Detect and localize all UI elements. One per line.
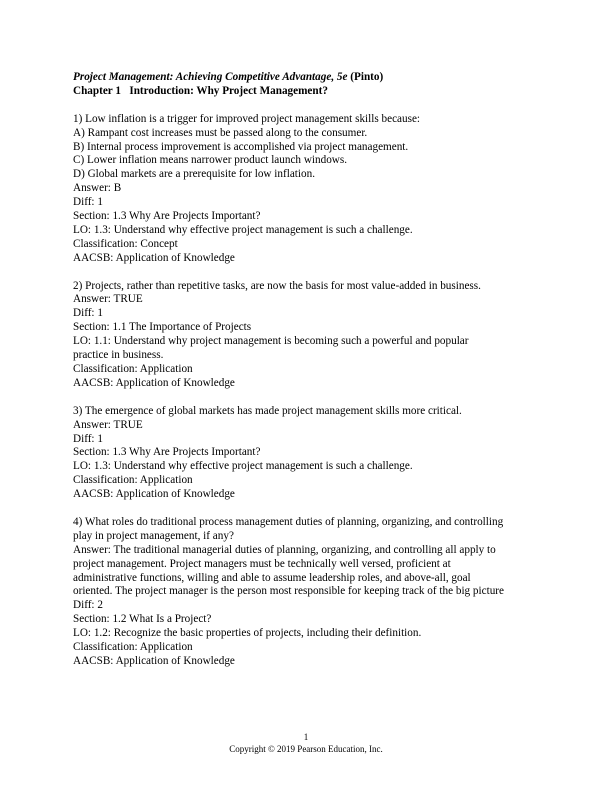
aacsb: AACSB: Application of Knowledge <box>73 655 235 667</box>
question-line: 2) Projects, rather than repetitive tasks, are now the basis for most value-added in business. <box>73 279 481 292</box>
question-3 <box>73 405 543 502</box>
page-content <box>73 71 543 669</box>
classification: Classification: Application <box>73 363 193 375</box>
classification: Classification: Application <box>73 474 193 487</box>
aacsb: AACSB: Application of Knowledge <box>73 251 235 264</box>
learning-objective: LO: 1.1: Understand why project management is becoming such a powerful and popular <box>73 335 469 348</box>
answer: Answer: TRUE <box>73 293 143 306</box>
difficulty: Diff: 1 <box>73 432 103 445</box>
page-number: 1 <box>303 732 309 742</box>
chapter-label: Chapter 1 <box>73 84 121 97</box>
learning-objective-cont: practice in business. <box>73 349 164 362</box>
question-line: 4) What roles do traditional process management duties of planning, organizing, and controlling <box>73 515 504 528</box>
answer: Answer: TRUE <box>73 418 143 431</box>
book-title-line <box>73 71 543 85</box>
question-4 <box>73 516 543 669</box>
learning-objective: LO: 1.2: Recognize the basic properties of projects, including their definition. <box>73 627 422 640</box>
section: Section: 1.3 Why Are Projects Important? <box>73 210 261 223</box>
question-1 <box>73 113 543 266</box>
learning-objective: LO: 1.3: Understand why effective project management is such a challenge. <box>73 223 413 236</box>
answer-cont-2: administrative functions, willing and able to assume leadership roles, and above-all, goal <box>73 571 471 584</box>
option-c: C) Lower inflation means narrower product launch windows. <box>73 154 348 167</box>
section: Section: 1.1 The Importance of Projects <box>73 321 252 334</box>
option-d: D) Global markets are a prerequisite for low inflation. <box>73 168 316 181</box>
chapter-title: Introduction: Why Project Management? <box>129 84 328 97</box>
question-line: 3) The emergence of global markets has made project management skills more critical. <box>73 404 462 417</box>
difficulty: Diff: 1 <box>73 196 103 209</box>
copyright-notice: Copyright © 2019 Pearson Education, Inc. <box>229 744 383 754</box>
section: Section: 1.3 Why Are Projects Important? <box>73 446 261 459</box>
learning-objective: LO: 1.3: Understand why effective project management is such a challenge. <box>73 460 413 473</box>
book-title: Project Management: Achieving Competitive Advantage, 5e <box>73 71 348 83</box>
difficulty: Diff: 1 <box>73 307 103 320</box>
question-line-cont: play in project management, if any? <box>73 529 234 542</box>
chapter-heading <box>73 85 543 99</box>
answer-cont-1: project management. Project managers must be technically well versed, proficient at <box>73 557 451 570</box>
answer: Answer: B <box>73 182 122 195</box>
aacsb: AACSB: Application of Knowledge <box>73 376 235 389</box>
aacsb: AACSB: Application of Knowledge <box>73 488 235 501</box>
author: (Pinto) <box>350 71 384 83</box>
classification: Classification: Concept <box>73 237 178 250</box>
classification: Classification: Application <box>73 641 193 654</box>
answer: Answer: The traditional managerial duties of planning, organizing, and controlling all apply to <box>73 543 496 556</box>
option-b: B) Internal process improvement is accomplished via project management. <box>73 140 409 153</box>
answer-cont-3: oriented. The project manager is the person most responsible for keeping track of the big picture <box>73 585 504 598</box>
difficulty: Diff: 2 <box>73 599 103 612</box>
option-a: A) Rampant cost increases must be passed along to the consumer. <box>73 126 368 139</box>
section: Section: 1.2 What Is a Project? <box>73 613 212 626</box>
question-line: 1) Low inflation is a trigger for improved project management skills because: <box>73 112 421 125</box>
question-2 <box>73 280 543 391</box>
